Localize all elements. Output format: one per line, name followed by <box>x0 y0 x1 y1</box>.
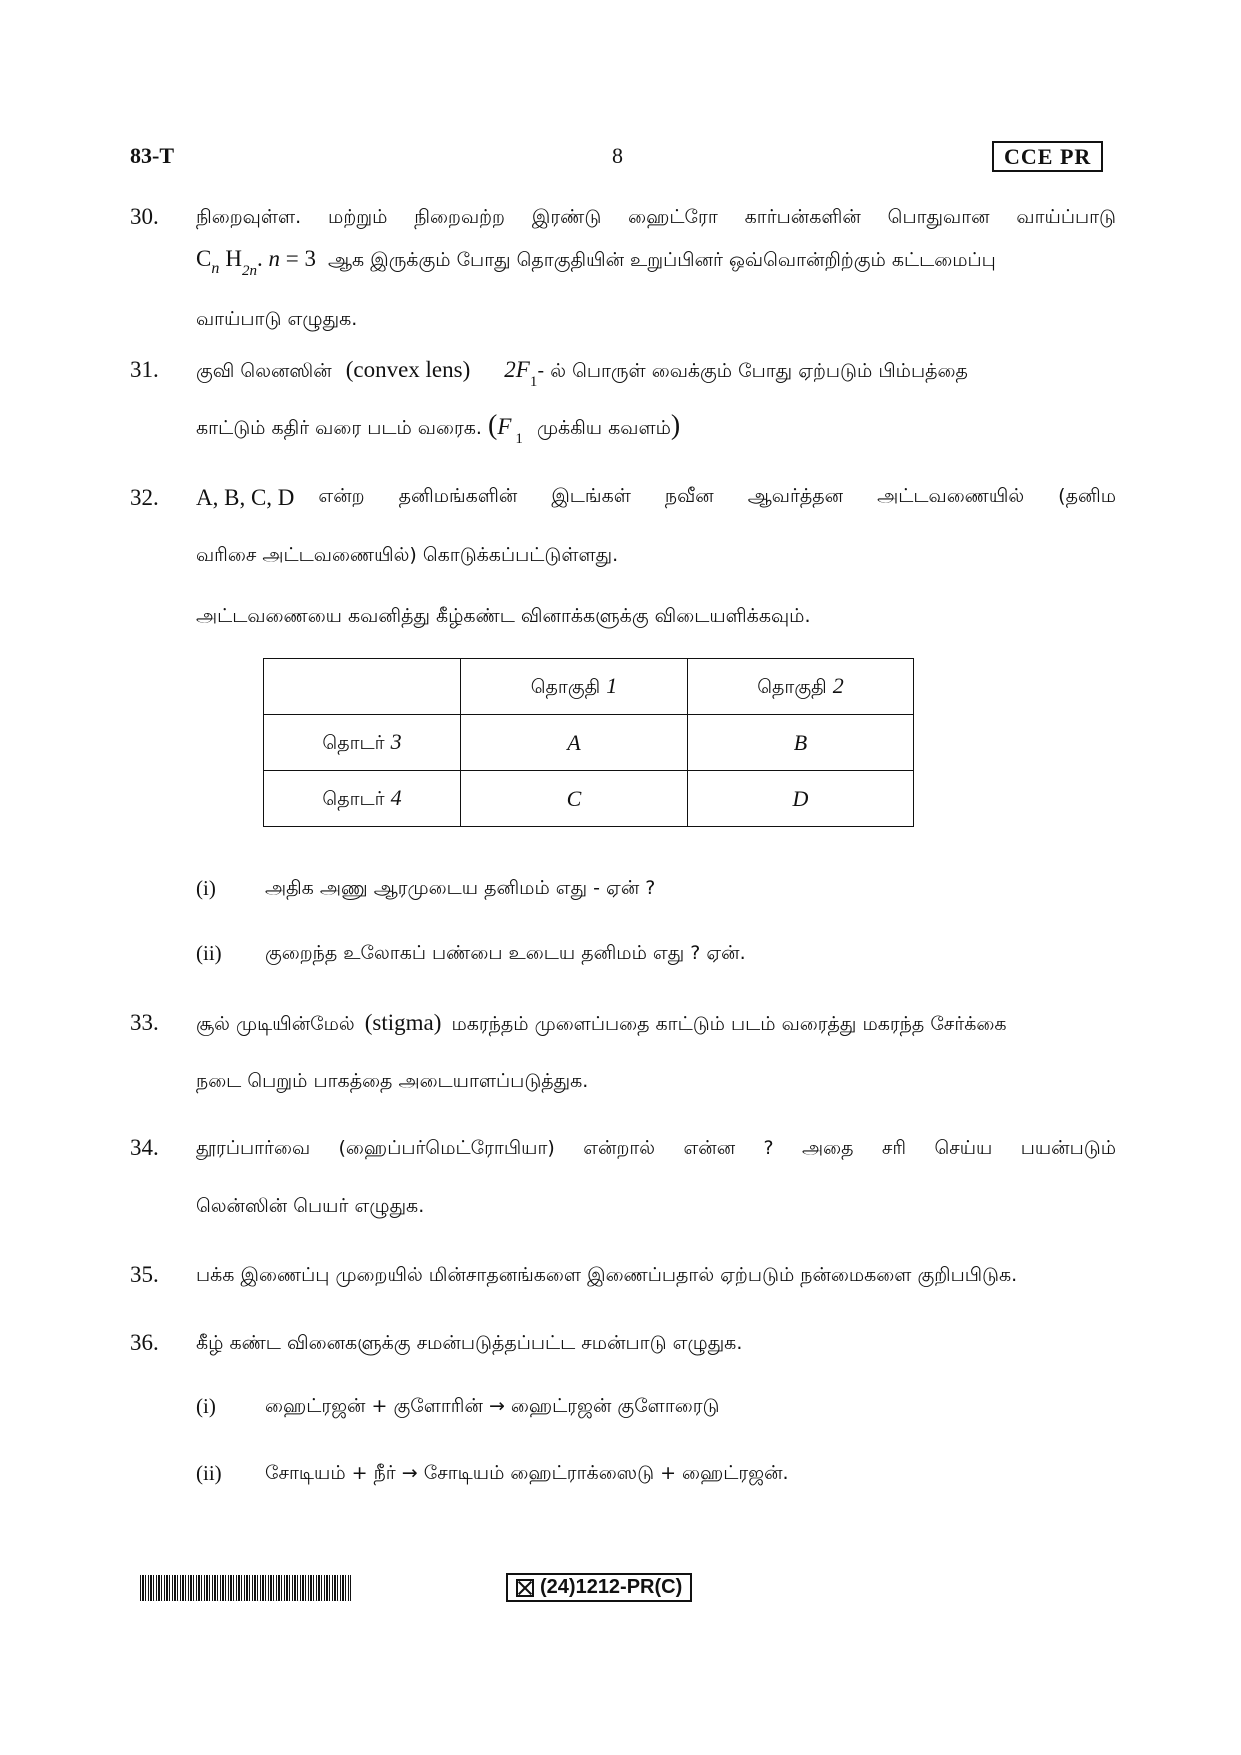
question-36-sub-ii-label: (ii) <box>196 1461 222 1485</box>
question-34-line-1: தூரப்பார்வை (ஹைப்பர்மெட்ரோபியா) என்றால் என்ன ? அதை சரி செய்ய பயன்படும் <box>196 1137 1116 1159</box>
question-31-text-d: முக்கிய கவளம் <box>536 417 671 439</box>
question-32-line-3: அட்டவணையை கவனித்து கீழ்கண்ட வினாக்களுக்கு விடையளிக்கவும். <box>196 605 811 627</box>
question-30-line-3: வாய்பாடு எழுதுக. <box>196 308 358 330</box>
question-33-line-1 <box>196 1010 1116 1038</box>
question-32-number: 32. <box>130 485 159 510</box>
table-row-label-period-3: தொடர் 3 <box>264 715 461 771</box>
table-cell: B <box>688 715 914 771</box>
question-32-sub-i-label: (i) <box>196 876 216 900</box>
page-number: 8 <box>612 143 623 168</box>
footer-code: (24)1212-PR(C) <box>540 1576 683 1598</box>
periodic-table <box>263 658 914 827</box>
question-30-line-2-text: ஆக இருக்கும் போது தொகுதியின் உறுப்பினர் ஒவ்வொன்றிற்கும் கட்டமைப்பு <box>328 249 996 271</box>
formula-f-subscript: 1 <box>515 431 523 447</box>
question-31-text-c: காட்டும் கதிர் வரை படம் வரைக. <box>196 417 482 439</box>
question-33-text-a: சூல் முடியின்மேல் <box>196 1013 355 1035</box>
question-35-number: 35. <box>130 1262 159 1287</box>
question-31-number: 31. <box>130 357 159 382</box>
table-row <box>264 771 914 827</box>
question-32-sub-ii-label: (ii) <box>196 941 222 965</box>
table-header-group-2: தொகுதி 2 <box>688 659 914 715</box>
question-32-sub-i-text: அதிக அணு ஆரமுடைய தனிமம் எது - ஏன் ? <box>265 877 656 899</box>
header-tag: CCE PR <box>992 141 1103 172</box>
question-30-number: 30. <box>130 204 159 229</box>
question-36-line-1: கீழ் கண்ட வினைகளுக்கு சமன்படுத்தப்பட்ட சமன்பாடு எழுதுக. <box>196 1332 743 1354</box>
header-code: 83-T <box>130 143 174 168</box>
footer-code-box <box>506 1573 692 1602</box>
paren-close: ) <box>670 410 681 441</box>
barcode <box>140 1575 351 1601</box>
formula-2f: 2F <box>504 357 530 382</box>
table-row <box>264 715 914 771</box>
question-31-line-2 <box>196 410 1116 447</box>
question-36-sub-i-label: (i) <box>196 1394 216 1418</box>
question-35-line-1: பக்க இணைப்பு முறையில் மின்சாதனங்களை இணைப்பதால் ஏற்படும் நன்மைகளை குறிபபிடுக. <box>196 1264 1018 1286</box>
question-36-number: 36. <box>130 1330 159 1355</box>
convex-lens-term: (convex lens) <box>345 357 471 382</box>
question-30-line-1: நிறைவுள்ள. மற்றும் நிறைவற்ற இரண்டு ஹைட்ரோ கார்பன்களின் பொதுவான வாய்ப்பாடு <box>196 206 1116 228</box>
question-31-text-b: - ல் பொருள் வைக்கும் போது ஏற்படும் பிம்பத்தை <box>537 360 968 382</box>
formula-2f-subscript: 1 <box>529 374 538 390</box>
emblem-icon <box>516 1579 534 1597</box>
question-32-line-1 <box>196 485 1116 511</box>
paren-open: ( <box>488 410 498 441</box>
formula-h: H <box>225 246 242 271</box>
n-variable: n <box>268 246 280 271</box>
formula-dot: . <box>256 246 269 271</box>
question-33-line-2: நடை பெறும் பாகத்தை அடையாளப்படுத்துக. <box>196 1070 589 1092</box>
stigma-term: (stigma) <box>364 1010 442 1035</box>
table-corner-cell <box>264 659 461 715</box>
table-row-label-period-4: தொடர் 4 <box>264 771 461 827</box>
formula-n-subscript: n <box>211 260 220 277</box>
question-32-line-2: வரிசை அட்டவணையில்) கொடுக்கப்பட்டுள்ளது. <box>196 544 619 566</box>
question-36-sub-ii-text: சோடியம் + நீர் → சோடியம் ஹைட்ராக்ஸைடு + ஹைட்ரஜன். <box>265 1462 789 1484</box>
question-33-number: 33. <box>130 1010 159 1035</box>
question-34-line-2: லென்ஸின் பெயர் எழுதுக. <box>196 1195 425 1217</box>
question-33-text-b: மகரந்தம் முளைப்பதை காட்டும் படம் வரைத்து மகரந்த சேர்க்கை <box>451 1013 1007 1035</box>
question-34-number: 34. <box>130 1135 159 1160</box>
question-32-sub-ii-text: குறைந்த உலோகப் பண்பை உடைய தனிமம் எது ? ஏன். <box>265 942 746 964</box>
question-31-line-1 <box>196 357 1116 390</box>
question-36-sub-i-text: ஹைட்ரஜன் + குளோரின் → ஹைட்ரஜன் குளோரைடு <box>265 1395 720 1417</box>
formula-f: F <box>497 414 512 439</box>
formula-c: C <box>196 246 212 271</box>
table-cell: A <box>461 715 688 771</box>
question-32-text-a: என்ற தனிமங்களின் இடங்கள் நவீன ஆவர்த்தன அட்டவணையில் (தனிம <box>318 485 1116 507</box>
formula-2n-subscript: 2n <box>241 263 257 279</box>
table-header-row <box>264 659 914 715</box>
table-cell: C <box>461 771 688 827</box>
question-31-text-a: குவி லெனஸின் <box>196 360 332 382</box>
table-header-group-1: தொகுதி 1 <box>461 659 688 715</box>
n-value: = 3 <box>279 246 316 271</box>
element-letters: A, B, C, D <box>196 485 295 510</box>
question-30-line-2 <box>196 246 1116 279</box>
table-cell: D <box>688 771 914 827</box>
